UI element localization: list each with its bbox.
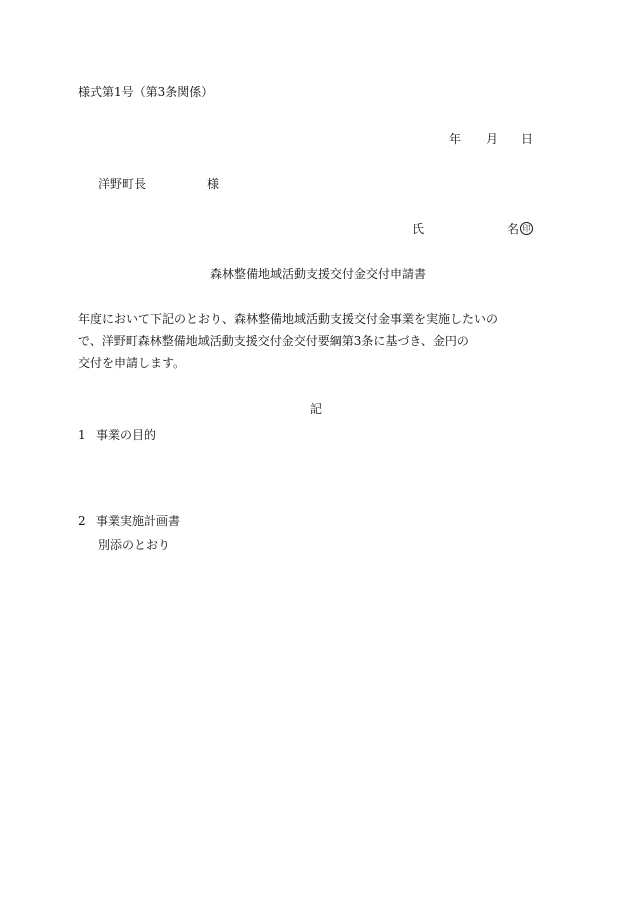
applicant-name-field bbox=[507, 223, 533, 236]
body-part4: 交付を申請します。 bbox=[78, 356, 186, 370]
seal-icon: 印 bbox=[520, 222, 533, 235]
form-number: 様式第1号（第3条関係） bbox=[78, 85, 214, 99]
item-2-label: 事業実施計画書 bbox=[96, 514, 181, 528]
item-2-content: 別添のとおり bbox=[98, 538, 171, 552]
item-2-number: 2 bbox=[78, 514, 86, 528]
recipient-name: 洋野町長 bbox=[98, 177, 147, 191]
recipient-honorific: 様 bbox=[207, 177, 220, 191]
applicant-surname-label: 氏 bbox=[412, 222, 425, 236]
body-paragraph bbox=[78, 308, 556, 374]
date-month-label: 月 bbox=[486, 132, 499, 146]
body-part1: 年度において下記のとおり、森林整備地域活動支援交付金事業を実施したいの bbox=[78, 312, 499, 326]
date-day-label: 日 bbox=[521, 132, 534, 146]
applicant-name-label: 名 bbox=[507, 222, 520, 236]
document-title: 森林整備地域活動支援交付金交付申請書 bbox=[210, 267, 427, 281]
item-1-label: 事業の目的 bbox=[96, 428, 157, 442]
body-part2: で、洋野町森林整備地域活動支援交付金交付要綱第3条に基づき、金 bbox=[78, 334, 445, 348]
body-part3: 円の bbox=[444, 334, 469, 348]
ki-label: 記 bbox=[310, 402, 323, 416]
date-year-label: 年 bbox=[449, 132, 462, 146]
item-1-number: 1 bbox=[78, 428, 86, 442]
